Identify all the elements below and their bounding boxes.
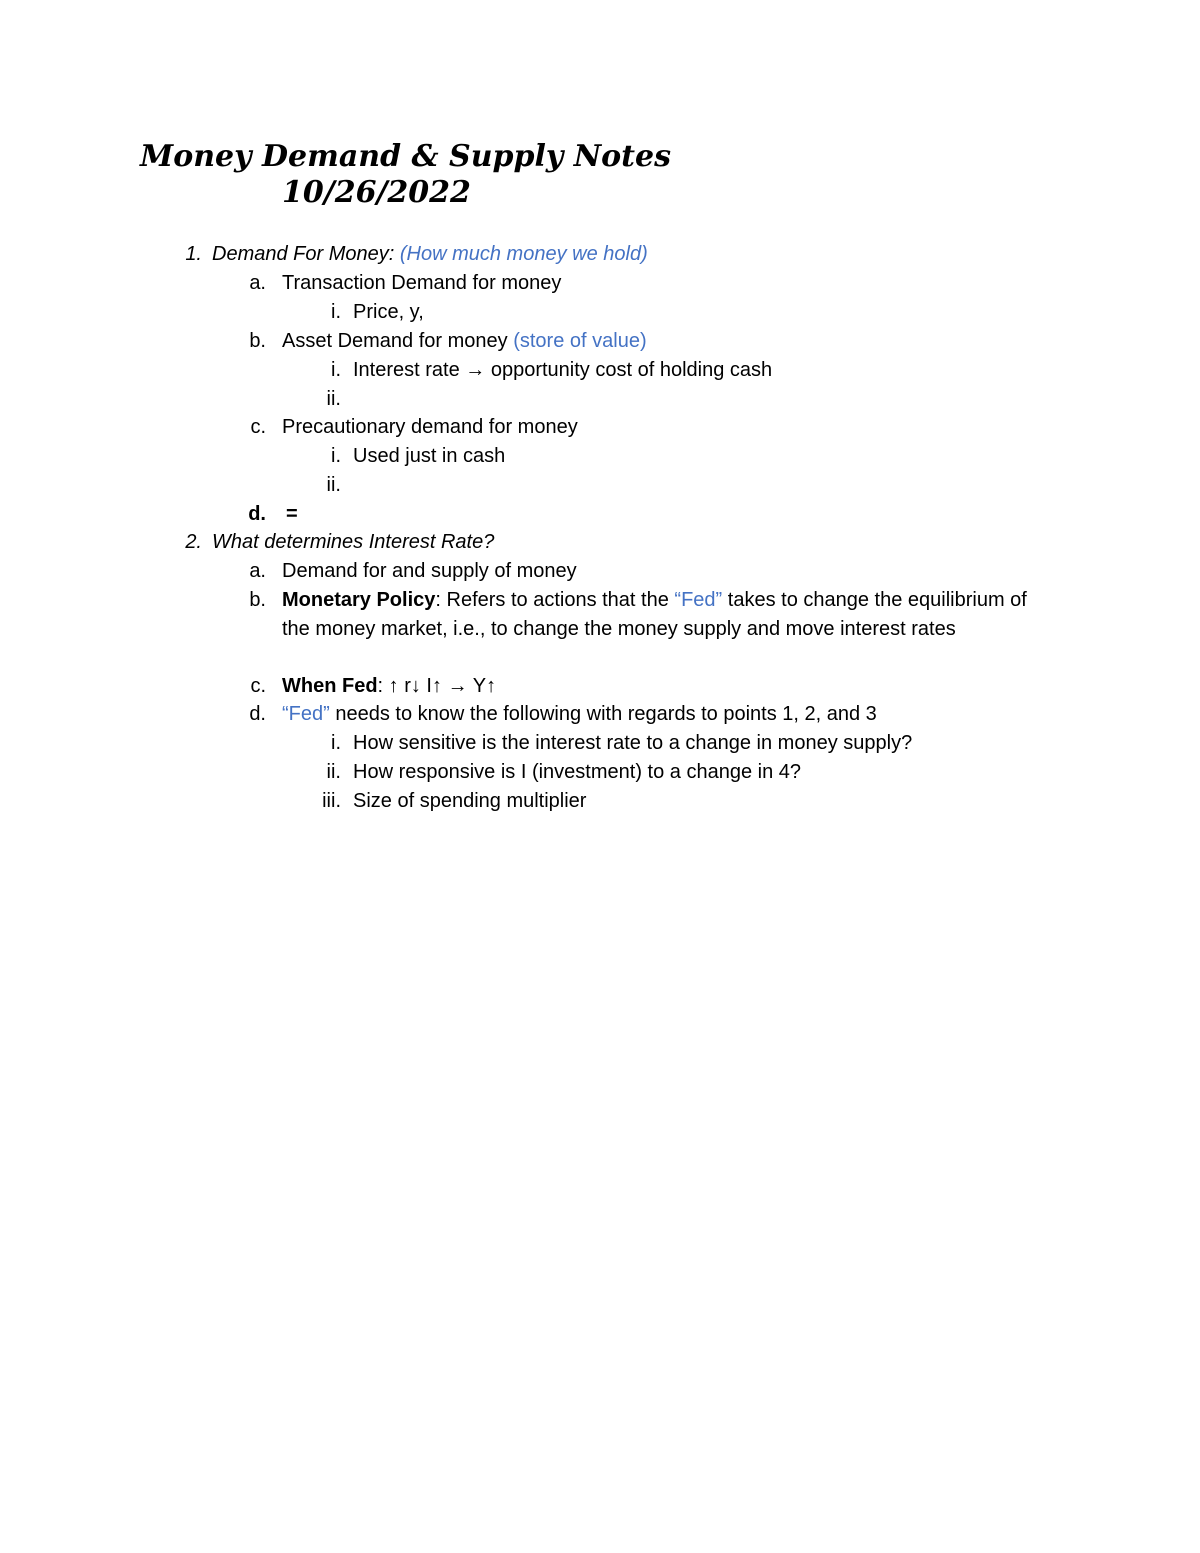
section-2-heading-line: [185, 528, 495, 557]
text-1b: Asset Demand for money: [282, 330, 508, 352]
section-1-number: 1.: [185, 243, 202, 265]
document-title: Money Demand & Supply Notes: [140, 139, 672, 174]
marker-2d: d.: [249, 703, 266, 725]
marker-1c: c.: [250, 416, 266, 438]
marker-2b: b.: [249, 589, 266, 611]
list-item-2d: [249, 700, 877, 729]
text-2b-part2: takes to change the equilibrium of the money market, i.e., to change the money supply and move interest rates: [282, 589, 1027, 640]
text-1d: =: [286, 503, 298, 525]
text-2d-i: How sensitive is the interest rate to a change in money supply?: [353, 732, 913, 754]
marker-2a: a.: [249, 560, 266, 582]
list-item-1c: [250, 413, 578, 442]
marker-1a-i: i.: [331, 301, 341, 323]
section-2-number: 2.: [185, 531, 202, 553]
marker-1c-ii: ii.: [326, 474, 341, 496]
text-1c: Precautionary demand for money: [282, 416, 578, 438]
label-monetary-policy: Monetary Policy: [282, 589, 436, 611]
fed-term-2d: “Fed”: [282, 703, 330, 725]
fed-term-2b: “Fed”: [674, 589, 723, 611]
list-item-1c-i: [331, 442, 506, 471]
marker-2d-iii: iii.: [322, 790, 341, 812]
document-title-block: [140, 139, 671, 211]
label-when-fed: When Fed: [282, 675, 378, 697]
text-1a: Transaction Demand for money: [282, 272, 562, 294]
text-1b-i-after: opportunity cost of holding cash: [490, 359, 773, 381]
marker-1d: d.: [248, 503, 266, 525]
marker-2d-i: i.: [331, 732, 341, 754]
list-item-1b-i: [331, 356, 773, 385]
text-2d-iii: Size of spending multiplier: [353, 790, 587, 812]
section-2-heading: What determines Interest Rate?: [212, 531, 495, 553]
list-item-1a-i: [331, 298, 424, 327]
list-item-2c: [250, 672, 497, 701]
marker-2d-ii: ii.: [326, 761, 341, 783]
text-1b-i-before: Interest rate: [353, 359, 460, 381]
marker-2c: c.: [250, 675, 266, 697]
arrow-right-icon: →: [465, 359, 486, 381]
arrow-right-icon: →: [447, 675, 468, 697]
list-item-1a: [249, 269, 562, 298]
text-2d: needs to know the following with regards to points 1, 2, and 3: [335, 703, 877, 725]
text-1c-i: Used just in cash: [353, 445, 506, 467]
list-item-2b: [282, 586, 1042, 644]
list-item-2d-iii: [322, 787, 587, 816]
text-2c-after: Y↑: [472, 675, 497, 697]
list-item-1d: [248, 500, 298, 529]
document-date: 10/26/2022: [282, 175, 471, 210]
note-1b: (store of value): [513, 330, 647, 352]
marker-1a: a.: [249, 272, 266, 294]
marker-1b: b.: [249, 330, 266, 352]
text-2c: : ↑ r↓ I↑: [377, 675, 442, 697]
list-item-2d-i: [331, 729, 913, 758]
list-item-2d-ii: [326, 758, 801, 787]
text-2d-ii: How responsive is I (investment) to a change in 4?: [353, 761, 801, 783]
text-2b-part1: : Refers to actions that the: [435, 589, 669, 611]
section-1-heading-note: (How much money we hold): [399, 243, 648, 265]
section-1-heading: Demand For Money:: [212, 243, 395, 265]
marker-1c-i: i.: [331, 445, 341, 467]
list-item-2b-marker-line: [232, 586, 282, 615]
list-item-1b: [249, 327, 647, 356]
section-1-heading-line: [185, 240, 648, 269]
marker-1b-ii: ii.: [326, 388, 341, 410]
text-1a-i: Price, y,: [353, 301, 424, 323]
marker-1b-i: i.: [331, 359, 341, 381]
list-item-2a: [249, 557, 577, 586]
text-2a: Demand for and supply of money: [282, 560, 577, 582]
